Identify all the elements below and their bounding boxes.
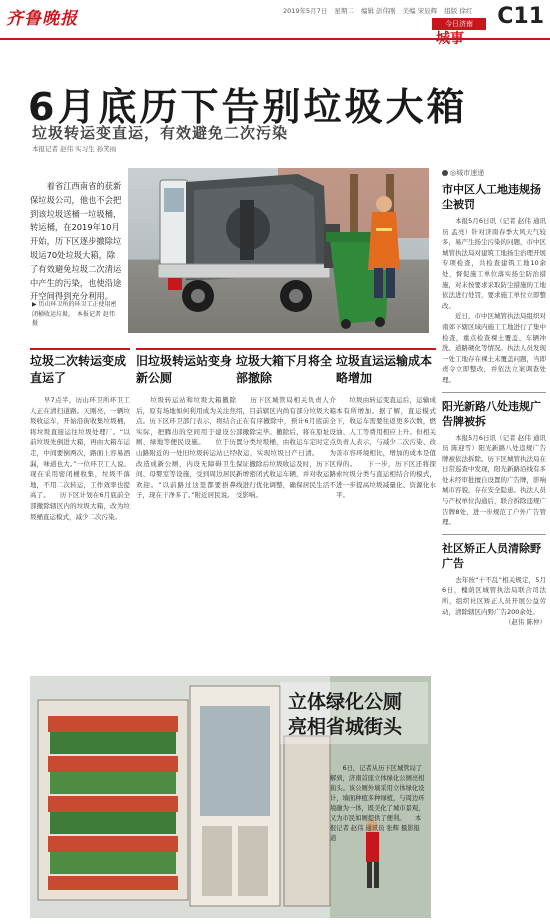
section-tag: 今日济南 — [432, 18, 486, 30]
lead-paragraph: 着省江西南省的获新保垃圾公司，他也不会把到该垃圾送桶一垃圾桶，转运桶，在2019年10月开始，历下区逐步撤除垃圾运70处垃圾大箱，除了有效避免垃圾二次清运中产生的污染，也使沿途开空间得到充分利用。 — [30, 181, 122, 302]
bullet-icon — [442, 170, 448, 176]
sidebar-story-body-2: 近日，市中区城管执法局组织对南郊下辖区域内施工工地进行了集中检查，重点检查裸土覆盖、车辆冲洗、道路硬化等情况。执法人员发现一处工地存在裸土未覆盖问题，当即责令立即整改，并依法立案调查处理。 — [442, 312, 546, 384]
issue-weekday: 星期二 — [334, 7, 354, 15]
subheadline: 垃圾转运变直运，有效避免二次污染 — [32, 124, 289, 142]
column-heading: 垃圾大箱下月将全部撤除 — [236, 348, 336, 387]
newspaper-logo: 齐鲁晚报 — [6, 9, 78, 29]
byline: 本报记者 赵伟 实习生 孙笑雨 — [32, 145, 117, 153]
column-heading: 垃圾直运运输成本略增加 — [336, 348, 436, 387]
article-column — [336, 348, 436, 501]
green-toilet-photo — [30, 676, 431, 918]
feature-photo-caption: 6日，记者从历下区城管局了解到，济南首座立体绿化公厕亮相街头。该公厕外墙采用立体绿化设计，墙面种植多种绿植，与周边环境融为一体，既美化了城市景观，又为市民如厕提供了便利。 本报记者 赵伟 通讯员 张辉 摄影报道 — [330, 765, 425, 842]
divider — [442, 392, 546, 393]
masthead — [0, 0, 550, 47]
headline: 6月底历下告别垃圾大箱 — [28, 85, 468, 129]
sidebar-story-title: 社区矫正人员清除野广告 — [442, 541, 541, 570]
feature-photo-title: 立体绿化公厕 亮相省城街头 — [288, 691, 403, 738]
divider — [442, 534, 546, 535]
column-body: 垃圾由转运变直运后，运输成本有所增加。据了解，直运模式下，收运车需要往返更多次数，燃油、人工等费用相应上升。但相关负责人表示，与减少二次污染、改善市容环境相比，增加的成本是值得的。 下一步，历下区还将探索垃圾分类与直运相结合的模式，进一步提高垃圾减量化、资源化水平。 — [336, 396, 436, 500]
photo-caption: ▶ 历山环卫所的环卫工正使用密闭桶收运垃圾。 本报记者 赵伟 摄 — [32, 301, 117, 327]
article-column — [30, 348, 130, 522]
garbage-truck-photo — [128, 168, 429, 333]
sidebar-story-title: 阳光新路八处违规广告牌被拆 — [442, 399, 541, 428]
sidebar-story-body: 本报5月6日讯（记者 赵伟 通讯员 陈迎雪）阳光新路八处违规广告牌被依法拆除。历下区城管执法局在日常巡查中发现，阳光新路沿线有多处未经审批擅自设置的广告牌，影响城市容貌，存在安全隐患。执法人员与产权单位沟通后，联合拆除违规广告牌8处，进一步规范了户外广告管理。 — [442, 433, 546, 527]
article-column — [136, 348, 236, 501]
column-heading: 旧垃圾转运站变身新公厕 — [136, 348, 236, 387]
editor-credit: 编辑 彭伟刚 — [360, 7, 396, 15]
designer-credit: 美编 宋辰辉 — [402, 7, 438, 15]
garbage-truck-illustration — [128, 168, 429, 333]
dateline — [283, 6, 477, 15]
column-body: 早7点半，历山环卫所环卫工人正在清扫道路。天刚亮，一辆垃圾收运车，开始沿街收集垃圾桶，将垃圾直接运往垃圾处理厂。“以前垃圾先倒进大箱，再由大箱车运走，中间要倒两次，路面上容易洒漏，味道也大。”一位环卫工人说。现在采用密闭桶收集，垃圾不落地，不用二次转运，工作效率也提高了。 历下区计划在6月底前全部撤除辖区内的垃圾大箱，改为垃圾桶直运模式，减少二次污染。 — [30, 396, 130, 521]
page-number: C11 — [497, 4, 544, 29]
sidebar-tag: ◎城市速递 — [442, 168, 546, 178]
column-body: 历下区城管局相关负责人介绍，目前辖区内尚有部分垃圾大箱正在有序撤除中，预计6月底前全部撤除完毕。撤除后，将在原址设置分类垃圾桶，由收运车定时定点收运，实现垃圾日产日清。 为保证撤除后垃圾收运及时，历下区新增密闭式收运车辆，并对收运路线进行优化调整，确保居民生活不受影响。 — [236, 396, 336, 500]
article-column — [236, 348, 336, 501]
sidebar-story-body: 本报5月6日讯（记者 赵伟 通讯员 孟亮）针对济南春季大风天气较多，易产生扬尘污染的问题，市中区城管执法局对建筑工地扬尘治理开展专项检查，共检查建筑工地10余处，督促施工单位落实扬尘防治措施，对未按要求采取防尘措施的工地依法进行处罚，要求施工单位立即整改。 — [442, 217, 546, 310]
column-body: 垃圾转运站和垃圾大箱撤除后，原有场地如何利用成为关注焦点。历下区环卫部门表示，将结合实际，把腾出的空间用于建设公厕、绿地等便民设施。 位于历山路附近的一处旧垃圾转运站已经改造成新公厕，内设无障碍卫生间、母婴室等设施，受到周边居民欢迎。“以前路过这里都要捂鼻子，现在干净多了。”附近居民说。 — [136, 396, 236, 500]
news-sidebar — [442, 168, 546, 628]
issue-date: 2019年5月7日 — [283, 7, 328, 15]
sidebar-story-credit: （赵伟 陈仲） — [504, 618, 546, 627]
column-heading: 垃圾二次转运变成直运了 — [30, 348, 130, 387]
sidebar-story-body: 去年按“十不乱”相关规定，5月6日，槐荫区城管执法局联合司法所，组织社区矫正人员开展公益劳动，清除辖区内野广告200余处。 — [442, 575, 546, 616]
section-name: 城事 — [436, 31, 464, 47]
sidebar-story-title: 市中区人工地违规扬尘被罚 — [442, 183, 541, 211]
proof-credit: 组版 徐红 — [444, 7, 473, 15]
